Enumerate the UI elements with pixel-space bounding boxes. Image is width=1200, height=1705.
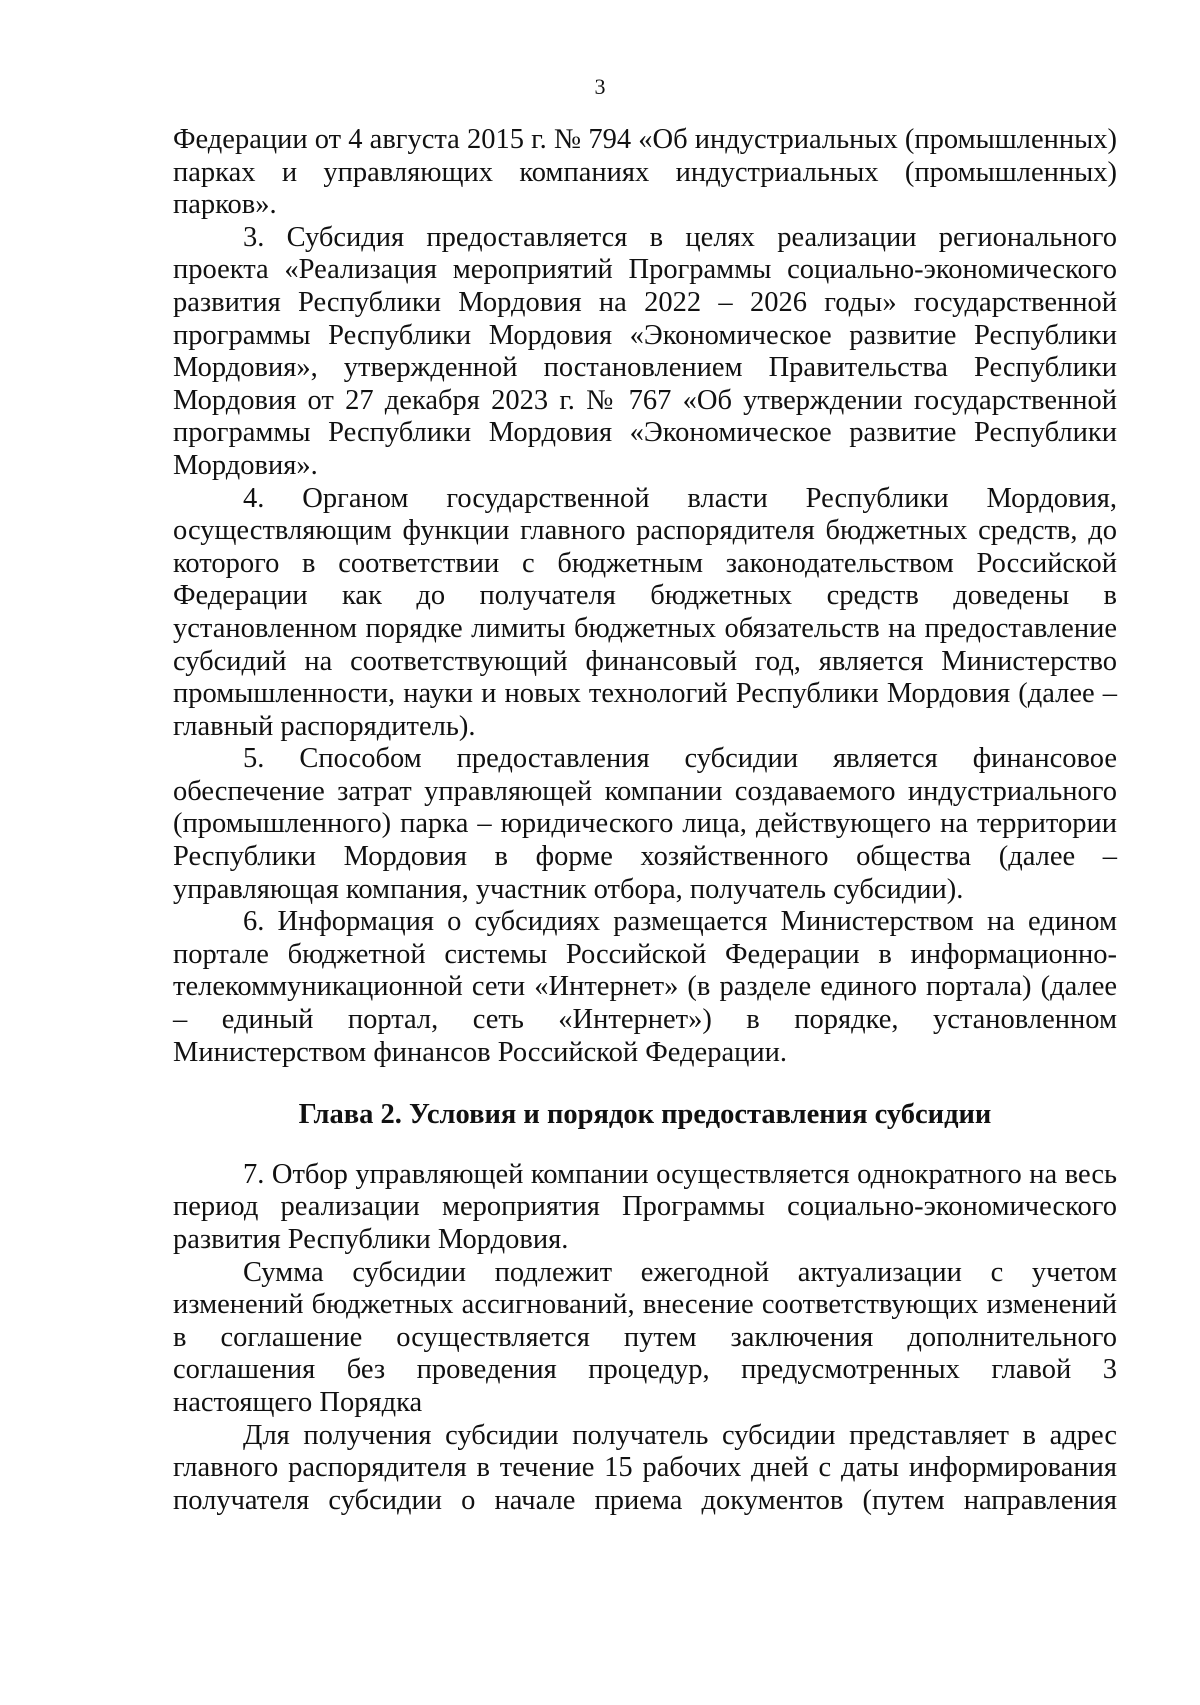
paragraph-item-6: 6. Информация о субсидиях размещается Министерством на едином портале бюджетной системы Российской Федерации в информационно-телекоммуникационной сети «Интернет» (в разделе единого портала) (далее – единый портал, сеть «Интернет») в порядке, установленном Министерством финансов Российской Федерации. <box>173 906 1117 1068</box>
paragraph-item-4: 4. Органом государственной власти Республики Мордовия, осуществляющим функции главного распорядителя бюджетных средств, до которого в соответствии с бюджетным законодательством Российской Федерации как до получателя бюджетных средств доведены в установленном порядке лимиты бюджетных обязательств на предоставление субсидий на соответствующий финансовый год, является Министерство промышленности, науки и новых технологий Республики Мордовия (далее – главный распорядитель). <box>173 482 1117 742</box>
paragraph-item-3: 3. Субсидия предоставляется в целях реализации регионального проекта «Реализация мероприятий Программы социально-экономического развития Республики Мордовия на 2022 – 2026 годы» государственной программы Республики Мордовия «Экономическое развитие Республики Мордовия», утвержденной постановлением Правительства Республики Мордовия от 27 декабря 2023 г. № 767 «Об утверждении государственной программы Республики Мордовия «Экономическое развитие Республики Мордовия». <box>173 221 1117 481</box>
paragraph-item-7: 7. Отбор управляющей компании осуществляется однократного на весь период реализации мероприятия Программы социально-экономического развития Республики Мордовия. <box>173 1158 1117 1255</box>
document-body <box>173 124 1117 1517</box>
paragraph-continuation: Федерации от 4 августа 2015 г. № 794 «Об индустриальных (промышленных) парках и управляющих компаниях индустриальных (промышленных) парков». <box>173 124 1117 221</box>
chapter-heading: Глава 2. Условия и порядок предоставления субсидии <box>298 1099 992 1131</box>
page-number: 3 <box>594 74 606 99</box>
paragraph-obtaining-subsidy: Для получения субсидии получатель субсидии представляет в адрес главного распорядителя в течение 15 рабочих дней с даты информирования получателя субсидии о начале приема документов (путем направления <box>173 1419 1117 1516</box>
paragraph-item-5: 5. Способом предоставления субсидии является финансовое обеспечение затрат управляющей компании создаваемого индустриального (промышленного) парка – юридического лица, действующего на территории Республики Мордовия в форме хозяйственного общества (далее – управляющая компания, участник отбора, получатель субсидии). <box>173 743 1117 905</box>
paragraph-subsidy-amount: Сумма субсидии подлежит ежегодной актуализации с учетом изменений бюджетных ассигнований, внесение соответствующих изменений в соглашение осуществляется путем заключения дополнительного соглашения без проведения процедур, предусмотренных главой 3 настоящего Порядка <box>173 1256 1117 1418</box>
